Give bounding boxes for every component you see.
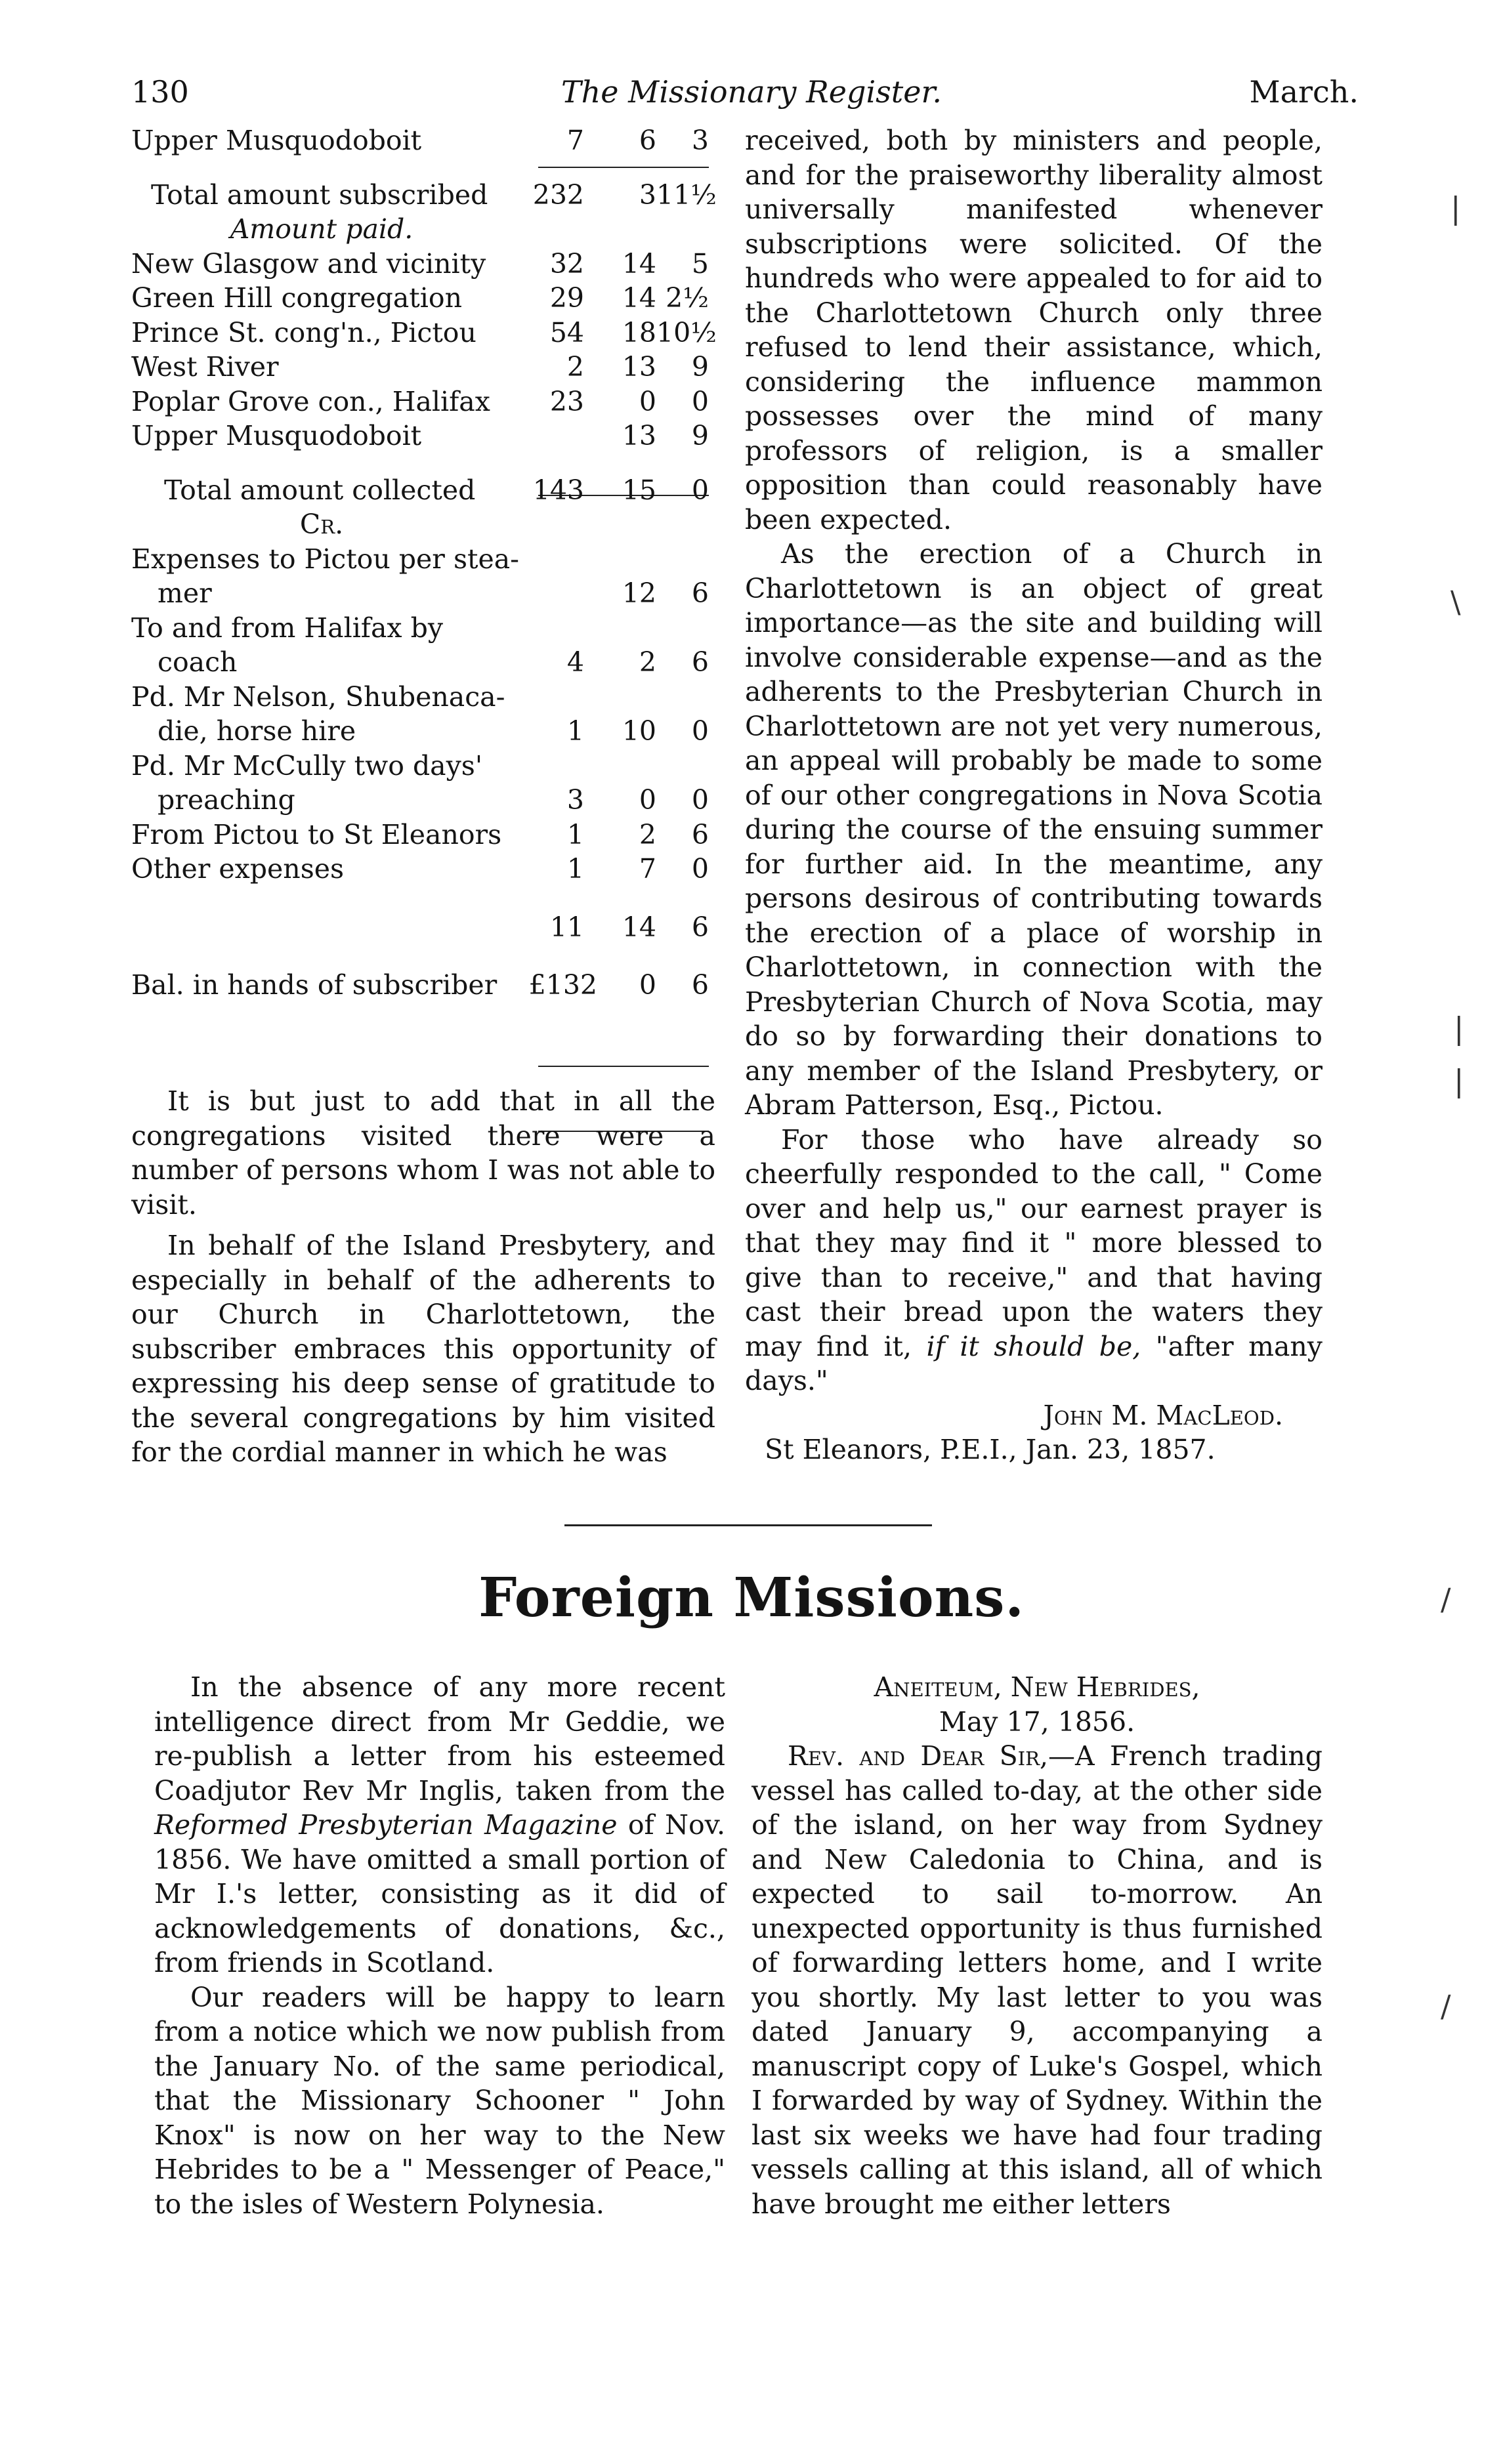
amount-shillings: 0	[639, 385, 656, 417]
amount-pounds: 29	[549, 282, 584, 314]
amount-pence: 10½	[656, 316, 717, 348]
expense-label: Pd. Mr Nelson, Shubenaca- die, horse hire	[131, 680, 505, 747]
expense-row	[131, 818, 722, 852]
expense-label: Other expenses	[131, 853, 345, 885]
amount-pence: 0	[691, 715, 709, 747]
amount-pence: 9	[691, 420, 709, 451]
amount-shillings: 2	[639, 818, 656, 850]
amount-pounds: 7	[566, 125, 584, 156]
left-column-text	[131, 1084, 715, 1470]
paragraph: Our readers will be happy to learn from a notice which we now publish from the January No. of the same periodical, that the Missionary Schooner " John Knox" is now on her way to the New Hebrides to be a " Messenger of Peace," to the isles of Western Polynesia.	[154, 1981, 725, 2220]
section-divider	[564, 1524, 932, 1526]
account-row-label: Upper Musquodoboit	[131, 125, 422, 156]
amount-pence: 11½	[656, 178, 717, 211]
expense-row	[131, 749, 722, 818]
amount-pounds: 3	[566, 784, 584, 816]
paid-row	[131, 281, 722, 316]
amount-pounds: 23	[549, 385, 584, 417]
amount-shillings: 7	[639, 853, 656, 885]
sum-rule	[538, 167, 709, 168]
amount-pence: 6	[691, 911, 709, 943]
amount-pence: 0	[691, 385, 709, 417]
subscribed-total-label: Total amount subscribed	[151, 178, 488, 211]
balance-label: Bal. in hands of subscriber	[131, 969, 497, 1001]
dateline: St Eleanors, P.E.I., Jan. 23, 1857.	[765, 1434, 1216, 1465]
paragraph: received, both by ministers and people, and for the praiseworthy liberality almost universally manifested whenever subscriptions were solicited. Of the hundreds who were appealed to for aid to the Charlottetown Church only three refused to lend their assistance, which, considering the influence mammon possesses over the mind of many professors of religion, is a smaller opposition than could reasonably have been expected.	[745, 125, 1323, 535]
amount-pounds: 1	[566, 715, 584, 747]
amount-pounds: 4	[566, 646, 584, 678]
account-table	[131, 123, 722, 1003]
paid-row	[131, 385, 722, 419]
amount-pence: 0	[691, 474, 709, 506]
amount-shillings: 13	[622, 351, 656, 383]
amount-shillings: 18	[622, 316, 656, 348]
paragraph: As the erection of a Church in Charlottetown is an object of great importance—as the site and building will involve considerable expense—and as the adherents to the Presbyterian Church in Charlottetown are not yet very numerous, an appeal will probably be made to some of our other congregations in Nova Scotia during the course of the ensuing summer for further aid. In the meantime, any persons desirous of contributing towards the erection of a place of worship in Charlottetown, in connection with the Presbyterian Church of Nova Scotia, may do so by forwarding their donations to any member of the Island Presbytery, or Abram Patterson, Esq., Pictou.	[745, 538, 1323, 1121]
paid-row-label: Poplar Grove con., Halifax	[131, 385, 490, 417]
amount-shillings: 14	[622, 911, 656, 943]
amount-pence: 0	[691, 784, 709, 816]
margin-mark: |	[1450, 190, 1461, 226]
journal-title: The Missionary Register.	[561, 74, 942, 110]
lower-left-column-text	[154, 1670, 725, 2221]
paid-row-label: New Glasgow and vicinity	[131, 247, 486, 280]
paragraph: In behalf of the Island Presbytery, and especially in behalf of the adherents to our Church in Charlottetown, the subscriber embraces this opportunity of expressing his deep sense of gratitude to the several congregations by him visited for the cordial manner in which he was	[131, 1230, 715, 1468]
amount-pounds: 232	[532, 178, 584, 211]
amount-shillings: 13	[622, 420, 656, 451]
amount-shillings: 3	[639, 178, 656, 211]
margin-mark: /	[1441, 1988, 1451, 2024]
magazine-title: Reformed Presbyterian Magazine	[154, 1809, 618, 1841]
collected-total-row	[131, 473, 722, 508]
amount-shillings: 14	[622, 282, 656, 314]
paragraph: In the absence of any more recent intelligence direct from Mr Geddie, we re-publish a letter from his esteemed Coadjutor Rev Mr Inglis, taken from the Reformed Presbyterian Magazine of Nov. 1856. We have omitted a small portion of Mr I.'s letter, consisting as it did of acknowledgements of donations, &c., from friends in Scotland.	[154, 1671, 725, 1978]
amount-pence: 0	[691, 853, 709, 885]
amount-pounds: 54	[549, 316, 584, 348]
sum-rule	[538, 1066, 709, 1067]
expense-row	[131, 611, 722, 680]
paid-row	[131, 419, 722, 453]
amount-shillings: 6	[639, 125, 656, 156]
amount-shillings: 10	[622, 715, 656, 747]
amount-pence: 3	[691, 125, 709, 156]
amount-pence: 6	[691, 818, 709, 850]
paid-row	[131, 247, 722, 282]
cr-heading-row	[131, 507, 722, 542]
margin-mark: /	[1441, 1581, 1451, 1617]
paid-heading-row	[131, 212, 722, 247]
amount-shillings: 15	[622, 474, 656, 506]
subscribed-total-row	[131, 178, 722, 213]
amount-pounds: 11	[549, 911, 584, 943]
expense-label: Pd. Mr McCully two days' preaching	[131, 749, 483, 816]
collected-total-label: Total amount collected	[164, 474, 476, 506]
paid-row-label: Prince St. cong'n., Pictou	[131, 316, 476, 348]
amount-pounds: £132	[528, 969, 597, 1001]
letter-date: May 17, 1856.	[939, 1705, 1135, 1738]
amount-shillings: 14	[622, 247, 656, 280]
margin-mark: |	[1454, 1063, 1464, 1098]
expense-label: From Pictou to St Eleanors	[131, 818, 502, 850]
paid-heading: Amount paid.	[230, 213, 413, 245]
amount-pounds: 1	[566, 853, 584, 885]
letter-body: Rev. and Dear Sir,—A French trading vessel has called to-day, at the other side of the island, on her way from Sydney and New Caledonia to China, and is expected to sail to-morrow. An unexpected opportunity is thus furnished of forwarding letters home, and I write you shortly. My last letter to you was dated January 9, accompanying a manuscript copy of Luke's Gospel, which I forwarded by way of Sydney. Within the last six weeks we have had four trading vessels calling at this island, all of which have brought me either letters	[752, 1740, 1323, 2220]
amount-pounds: 1	[566, 818, 584, 850]
letter-place: Aneiteum, New Hebrides,	[874, 1671, 1200, 1703]
expense-row	[131, 680, 722, 749]
amount-pence: 6	[691, 969, 709, 1001]
amount-pounds: 143	[532, 474, 584, 506]
lower-right-column-text	[752, 1670, 1323, 2221]
amount-shillings: 0	[639, 784, 656, 816]
amount-pence: 2½	[666, 282, 709, 314]
right-column-text	[745, 123, 1323, 1467]
amount-pence: 6	[691, 577, 709, 609]
amount-pence: 9	[691, 351, 709, 383]
amount-pence: 6	[691, 646, 709, 678]
amount-shillings: 0	[639, 969, 656, 1001]
amount-shillings: 12	[622, 577, 656, 609]
cr-heading: Cr.	[299, 509, 344, 540]
margin-mark: \	[1450, 584, 1461, 619]
expense-row	[131, 852, 722, 887]
page-number: 130	[131, 74, 189, 110]
signature: John M. MacLeod.	[1043, 1399, 1283, 1431]
amount-pounds: 2	[566, 351, 584, 383]
expense-row	[131, 542, 722, 611]
amount-pounds: 32	[549, 247, 584, 280]
paid-row	[131, 316, 722, 350]
italic-phrase: if it should be,	[926, 1330, 1141, 1362]
salutation: Rev. and Dear Sir,	[788, 1740, 1048, 1772]
running-head-month: March.	[1249, 74, 1359, 110]
balance-row	[131, 968, 722, 1003]
paid-row-label: Upper Musquodoboit	[131, 420, 422, 451]
expense-label: Expenses to Pictou per stea- mer	[131, 543, 520, 609]
paid-row-label: West River	[131, 351, 279, 383]
margin-mark: |	[1454, 1011, 1464, 1046]
paragraph: For those who have already so cheerfully responded to the call, " Come over and help us," our earnest prayer is that they may find it " more blessed to give than to receive," and that having cast their bread upon the waters they may find it, if it should be, "after many days."	[745, 1123, 1323, 1396]
paid-row-label: Green Hill congregation	[131, 282, 462, 314]
amount-pence: 5	[691, 247, 709, 280]
paid-row	[131, 350, 722, 385]
expense-label: To and from Halifax by coach	[131, 612, 443, 678]
section-title: Foreign Missions.	[478, 1566, 1025, 1629]
account-row	[131, 123, 722, 158]
paragraph: It is but just to add that in all the congregations visited there were a number of persons whom I was not able to visit.	[131, 1085, 715, 1221]
expense-total-row	[131, 910, 722, 945]
amount-shillings: 2	[639, 646, 656, 678]
